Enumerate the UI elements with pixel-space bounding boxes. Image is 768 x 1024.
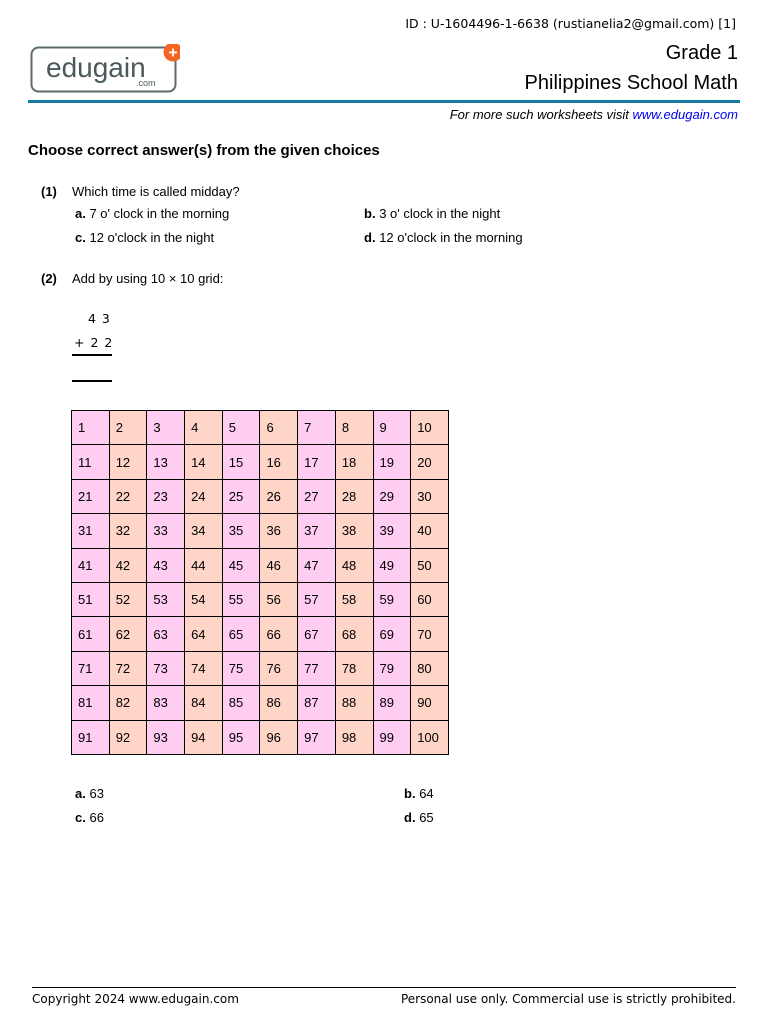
grid-cell: 45	[222, 548, 260, 582]
grid-cell: 16	[260, 445, 298, 479]
question-2-text: Add by using 10 × 10 grid:	[72, 271, 224, 286]
grid-cell: 53	[147, 582, 185, 616]
grid-cell: 59	[373, 582, 411, 616]
grid-cell: 67	[298, 617, 336, 651]
grid-cell: 100	[411, 720, 449, 754]
grid-row	[72, 445, 449, 479]
logo-domain: .com	[136, 78, 156, 88]
option-letter: d.	[364, 230, 376, 245]
hundred-grid	[71, 410, 449, 755]
grid-cell: 80	[411, 651, 449, 685]
grid-cell: 49	[373, 548, 411, 582]
grid-cell: 93	[147, 720, 185, 754]
grid-cell: 91	[72, 720, 110, 754]
grid-cell: 28	[335, 479, 373, 513]
option-text: 65	[419, 810, 434, 825]
grid-row	[72, 651, 449, 685]
grid-cell: 89	[373, 686, 411, 720]
grid-row	[72, 479, 449, 513]
option-text: 63	[89, 786, 104, 801]
option-text: 7 o' clock in the morning	[89, 206, 230, 221]
grid-cell: 81	[72, 686, 110, 720]
more-worksheets-line	[450, 107, 738, 122]
grid-cell: 40	[411, 514, 449, 548]
grid-cell: 1	[72, 411, 110, 445]
grid-cell: 86	[260, 686, 298, 720]
grid-cell: 66	[260, 617, 298, 651]
grid-cell: 35	[222, 514, 260, 548]
question-1-option-d[interactable]	[364, 230, 523, 245]
option-text: 3 o' clock in the night	[379, 206, 501, 221]
grid-cell: 71	[72, 651, 110, 685]
grid-cell: 76	[260, 651, 298, 685]
more-worksheets-text: For more such worksheets visit	[449, 107, 633, 122]
grid-cell: 96	[260, 720, 298, 754]
option-letter: c.	[75, 810, 86, 825]
header-divider	[28, 100, 740, 103]
grid-cell: 33	[147, 514, 185, 548]
grid-cell: 85	[222, 686, 260, 720]
grid-cell: 23	[147, 479, 185, 513]
addend-2: + 2 2	[74, 335, 114, 350]
grid-cell: 41	[72, 548, 110, 582]
grid-cell: 61	[72, 617, 110, 651]
grid-cell: 32	[109, 514, 147, 548]
grid-cell: 99	[373, 720, 411, 754]
usage-notice: Personal use only. Commercial use is strictly prohibited.	[400, 992, 736, 1006]
grid-cell: 12	[109, 445, 147, 479]
grid-cell: 17	[298, 445, 336, 479]
grid-cell: 20	[411, 445, 449, 479]
grid-cell: 4	[185, 411, 223, 445]
grid-cell: 90	[411, 686, 449, 720]
addend-1: 4 3	[88, 311, 111, 326]
sum-line	[72, 354, 112, 356]
logo-plus-sign: +	[168, 44, 178, 62]
grid-cell: 64	[185, 617, 223, 651]
grid-cell: 31	[72, 514, 110, 548]
grid-cell: 95	[222, 720, 260, 754]
question-1-option-c[interactable]	[75, 230, 214, 245]
grid-cell: 47	[298, 548, 336, 582]
grid-cell: 63	[147, 617, 185, 651]
grid-cell: 72	[109, 651, 147, 685]
option-letter: a.	[75, 786, 86, 801]
grid-cell: 26	[260, 479, 298, 513]
grid-cell: 19	[373, 445, 411, 479]
grid-cell: 29	[373, 479, 411, 513]
grid-cell: 60	[411, 582, 449, 616]
edugain-logo	[30, 44, 180, 94]
grid-cell: 97	[298, 720, 336, 754]
grid-cell: 83	[147, 686, 185, 720]
grid-row	[72, 514, 449, 548]
grid-cell: 46	[260, 548, 298, 582]
grid-cell: 68	[335, 617, 373, 651]
grid-cell: 34	[185, 514, 223, 548]
grid-cell: 14	[185, 445, 223, 479]
copyright-text: Copyright 2024 www.edugain.com	[32, 992, 239, 1006]
grid-row	[72, 411, 449, 445]
grid-row	[72, 582, 449, 616]
grid-cell: 11	[72, 445, 110, 479]
option-letter: c.	[75, 230, 86, 245]
question-2-option-a[interactable]	[75, 786, 104, 801]
grade-label: Grade 1	[665, 42, 738, 64]
hundred-grid-body	[72, 411, 449, 755]
grid-cell: 87	[298, 686, 336, 720]
grid-cell: 77	[298, 651, 336, 685]
grid-cell: 92	[109, 720, 147, 754]
grid-cell: 24	[185, 479, 223, 513]
grid-cell: 8	[335, 411, 373, 445]
option-letter: d.	[404, 810, 416, 825]
grid-cell: 18	[335, 445, 373, 479]
grid-cell: 3	[147, 411, 185, 445]
grid-cell: 78	[335, 651, 373, 685]
grid-cell: 69	[373, 617, 411, 651]
grid-cell: 98	[335, 720, 373, 754]
grid-cell: 56	[260, 582, 298, 616]
question-2-option-c[interactable]	[75, 810, 104, 825]
grid-cell: 55	[222, 582, 260, 616]
grid-cell: 10	[411, 411, 449, 445]
grid-cell: 43	[147, 548, 185, 582]
option-letter: a.	[75, 206, 86, 221]
question-1-text: Which time is called midday?	[72, 184, 240, 199]
grid-cell: 57	[298, 582, 336, 616]
grid-cell: 2	[109, 411, 147, 445]
grid-cell: 22	[109, 479, 147, 513]
logo-wordmark: edugain	[46, 52, 146, 83]
grid-cell: 21	[72, 479, 110, 513]
grid-cell: 6	[260, 411, 298, 445]
question-1-option-b[interactable]	[364, 206, 500, 221]
grid-cell: 79	[373, 651, 411, 685]
grid-cell: 58	[335, 582, 373, 616]
grid-cell: 54	[185, 582, 223, 616]
grid-cell: 94	[185, 720, 223, 754]
grid-cell: 5	[222, 411, 260, 445]
instructions-heading: Choose correct answer(s) from the given choices	[28, 142, 380, 159]
question-2-number: (2)	[41, 271, 57, 286]
grid-cell: 62	[109, 617, 147, 651]
grid-cell: 74	[185, 651, 223, 685]
question-1-number: (1)	[41, 184, 57, 199]
edugain-logo-graphic	[30, 44, 180, 94]
answer-blank-line	[72, 380, 112, 382]
grid-cell: 88	[335, 686, 373, 720]
option-text: 64	[419, 786, 434, 801]
school-title: Philippines School Math	[524, 72, 738, 94]
question-1-option-a[interactable]	[75, 206, 229, 221]
question-2-option-d[interactable]	[404, 810, 434, 825]
grid-cell: 70	[411, 617, 449, 651]
grid-cell: 7	[298, 411, 336, 445]
user-id: ID : U-1604496-1-6638 (rustianelia2@gmail.com) [1]	[405, 16, 736, 31]
grid-cell: 15	[222, 445, 260, 479]
grid-cell: 75	[222, 651, 260, 685]
option-text: 66	[89, 810, 104, 825]
grid-cell: 13	[147, 445, 185, 479]
grid-cell: 27	[298, 479, 336, 513]
grid-cell: 84	[185, 686, 223, 720]
grid-cell: 9	[373, 411, 411, 445]
grid-cell: 82	[109, 686, 147, 720]
grid-cell: 48	[335, 548, 373, 582]
grid-cell: 36	[260, 514, 298, 548]
grid-cell: 39	[373, 514, 411, 548]
option-text: 12 o'clock in the morning	[379, 230, 523, 245]
grid-cell: 65	[222, 617, 260, 651]
option-text: 12 o'clock in the night	[89, 230, 215, 245]
grid-cell: 42	[109, 548, 147, 582]
grid-row	[72, 617, 449, 651]
grid-row	[72, 720, 449, 754]
grid-cell: 37	[298, 514, 336, 548]
question-2-option-b[interactable]	[404, 786, 434, 801]
grid-cell: 30	[411, 479, 449, 513]
grid-row	[72, 548, 449, 582]
grid-cell: 73	[147, 651, 185, 685]
grid-cell: 44	[185, 548, 223, 582]
edugain-link[interactable]: www.edugain.com	[632, 107, 738, 122]
option-letter: b.	[364, 206, 376, 221]
grid-cell: 38	[335, 514, 373, 548]
option-letter: b.	[404, 786, 416, 801]
grid-cell: 25	[222, 479, 260, 513]
grid-cell: 51	[72, 582, 110, 616]
grid-row	[72, 686, 449, 720]
grid-cell: 52	[109, 582, 147, 616]
grid-cell: 50	[411, 548, 449, 582]
footer-divider	[32, 987, 736, 988]
